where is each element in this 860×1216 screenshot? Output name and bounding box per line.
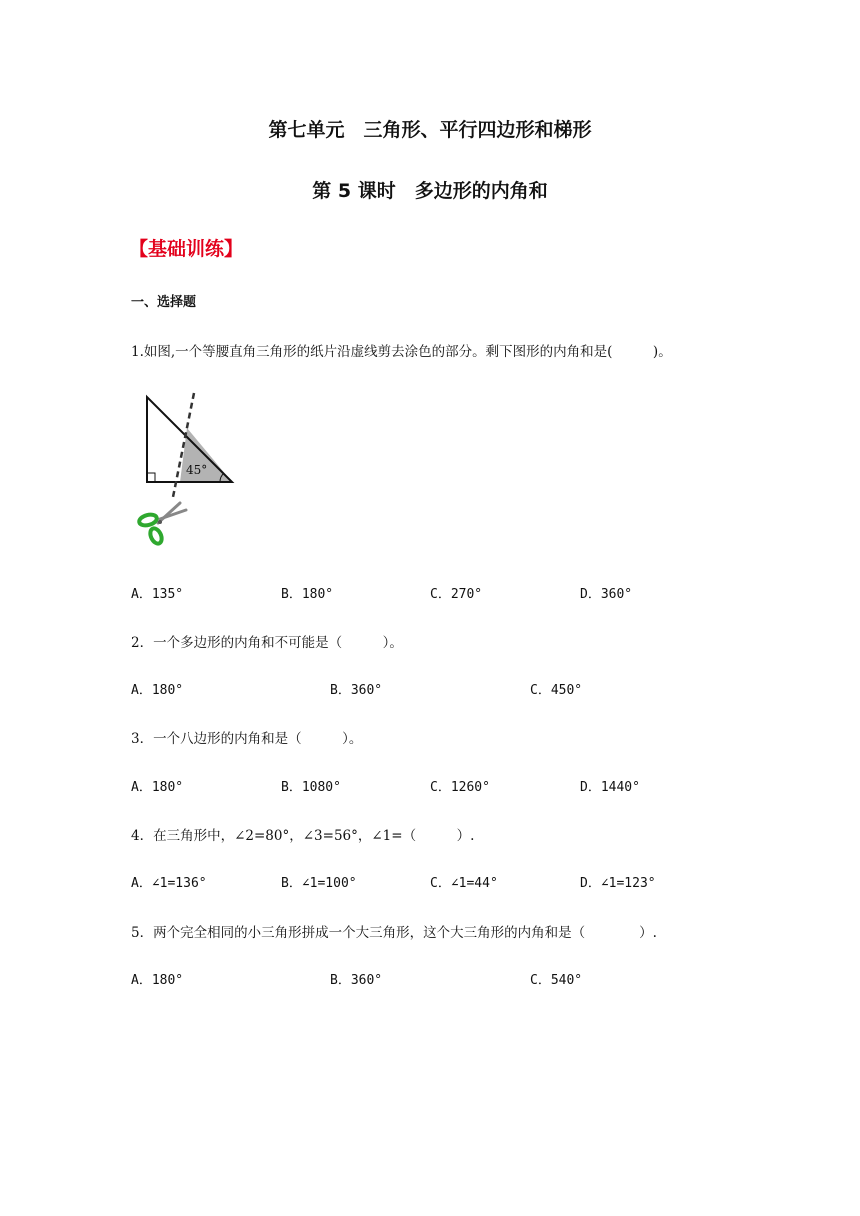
question-1-text: 1.如图,一个等腰直角三角形的纸片沿虚线剪去涂色的部分。剩下图形的内角和是( )。 [131,344,672,360]
option-4b[interactable]: B．∠1=100° [281,876,357,891]
lesson-title: 第 5 课时 多边形的内角和 [312,180,548,202]
unit-title: 第七单元 三角形、平行四边形和梯形 [268,119,592,141]
option-3c[interactable]: C．1260° [430,780,490,795]
option-2a[interactable]: A．180° [131,683,184,698]
option-4a[interactable]: A．∠1=136° [131,876,207,891]
section-tag: 【基础训练】 [129,238,244,260]
question-5-text: 5．两个完全相同的小三角形拼成一个大三角形，这个大三角形的内角和是（ ）. [131,925,657,941]
option-5c[interactable]: C．540° [530,973,583,988]
option-3d[interactable]: D．1440° [580,780,640,795]
question-4-text: 4．在三角形中，∠2=80°，∠3=56°，∠1=（ ）. [131,828,475,844]
option-3a[interactable]: A．180° [131,780,184,795]
right-angle-mark [147,473,155,482]
triangle-figure [130,385,245,550]
option-2b[interactable]: B．360° [330,683,383,698]
option-4d[interactable]: D．∠1=123° [580,876,656,891]
option-1a[interactable]: A．135° [131,587,184,602]
section-title: 一、选择题 [131,295,197,310]
option-1d[interactable]: D．360° [580,587,633,602]
question-2-text: 2．一个多边形的内角和不可能是（ ）。 [131,635,403,651]
option-5b[interactable]: B．360° [330,973,383,988]
option-5a[interactable]: A．180° [131,973,184,988]
option-3b[interactable]: B．1080° [281,780,341,795]
option-1c[interactable]: C．270° [430,587,483,602]
angle-label: 45° [186,463,208,477]
scissors-icon [138,503,186,545]
option-2c[interactable]: C．450° [530,683,583,698]
option-4c[interactable]: C．∠1=44° [430,876,498,891]
question-3-text: 3．一个八边形的内角和是（ ）。 [131,731,363,747]
option-1b[interactable]: B．180° [281,587,334,602]
